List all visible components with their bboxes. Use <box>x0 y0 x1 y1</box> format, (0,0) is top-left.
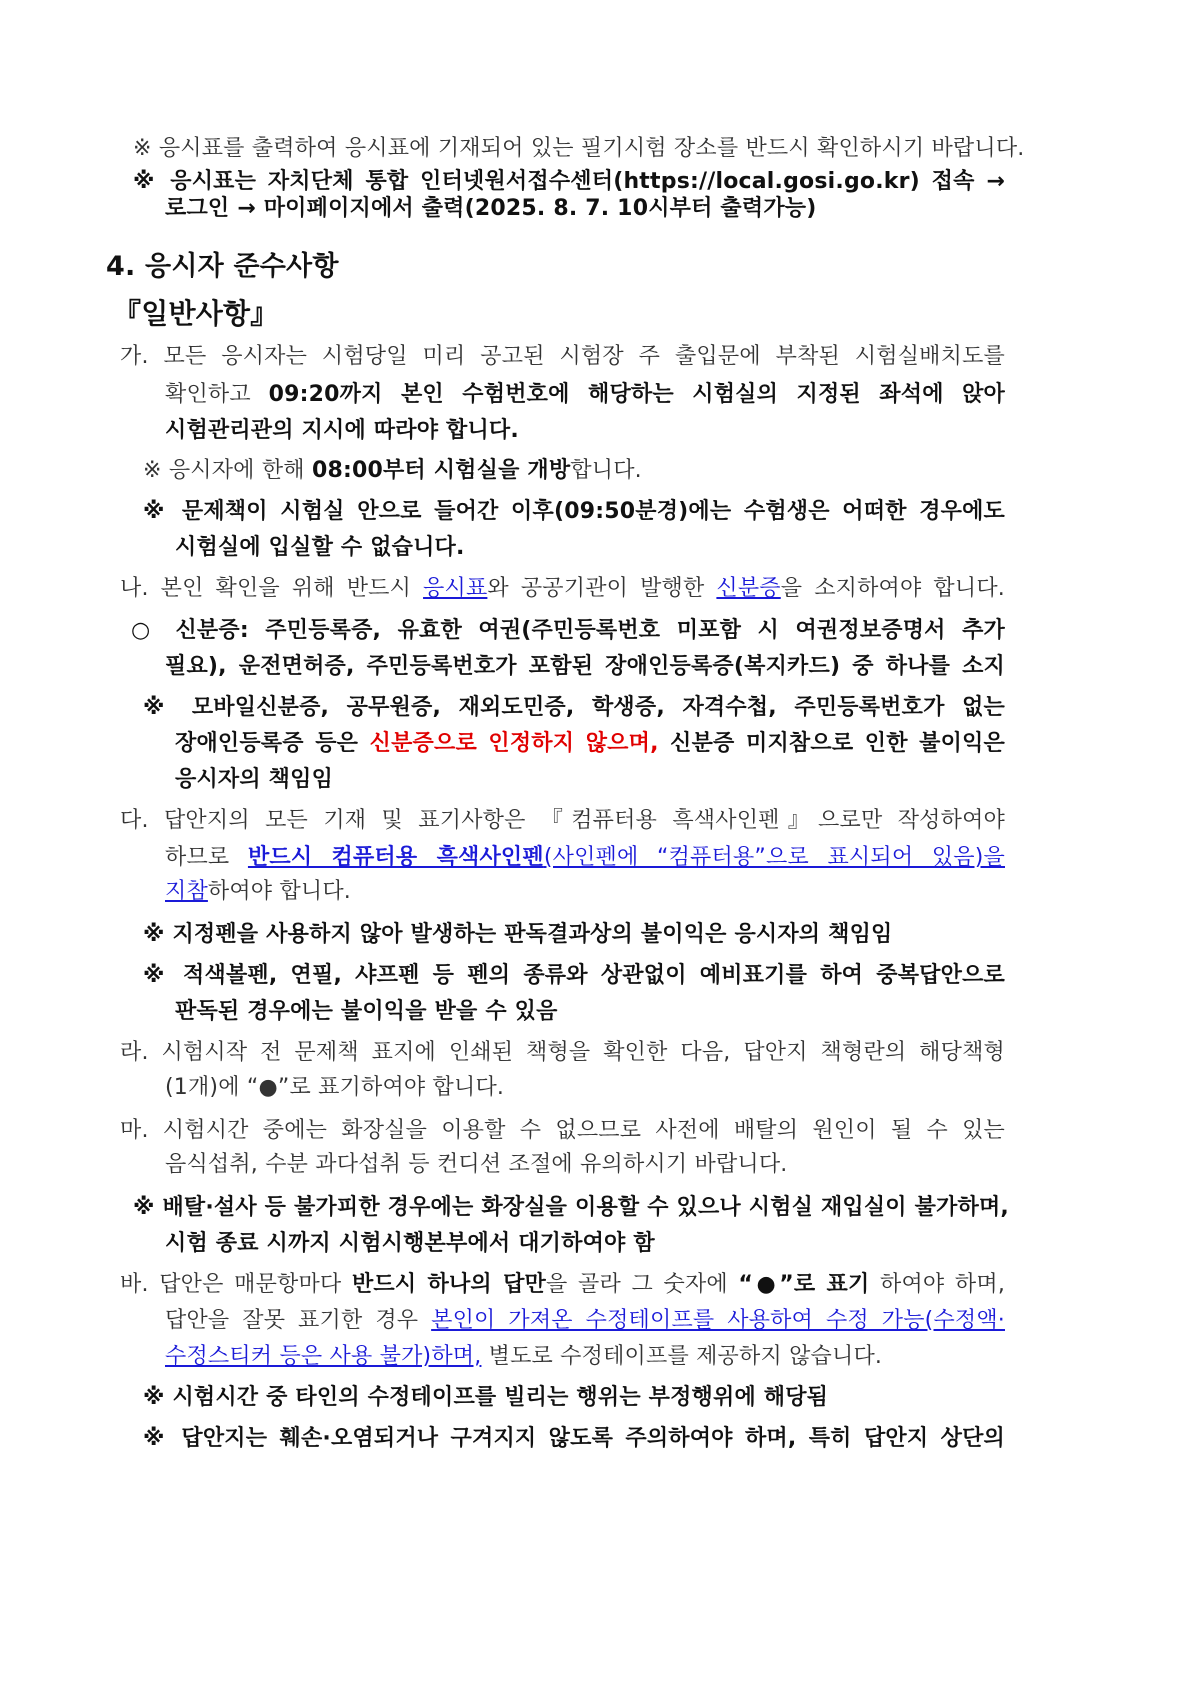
item-ma-line1: 마. 시험시간 중에는 화장실을 이용할 수 없으므로 사전에 배탈의 원인이 될 수 있는 <box>120 1118 1005 1143</box>
item-ga-line3: 시험관리관의 지시에 따라야 합니다. <box>165 418 519 443</box>
item-ma-line2: 음식섭취, 수분 과다섭취 등 컨디션 조절에 유의하시기 바랍니다. <box>165 1152 788 1177</box>
item-da-note2: ※ 적색볼펜, 연필, 샤프펜 등 펜의 종류와 상관없이 예비표기를 하여 중복답안으로 <box>143 963 1005 988</box>
link-correction-tape[interactable]: 본인이 가져온 수정테이프를 사용하여 수정 가능(수정액· <box>431 1308 1005 1333</box>
item-ra-line2: (1개)에 “●”로 표기하여야 합니다. <box>165 1075 505 1100</box>
item-na-note-cont: 장애인등록증 등은 신분증으로 인정하지 않으며, 신분증 미지참으로 인한 불이익은 <box>175 731 1005 756</box>
link-ticket[interactable]: 응시표 <box>423 576 488 601</box>
item-ma-note: ※ 배탈·설사 등 불가피한 경우에는 화장실을 이용할 수 있으나 시험실 재입실이 불가하며, <box>133 1195 1009 1220</box>
item-ra-line1: 라. 시험시작 전 문제책 표지에 인쇄된 책형을 확인한 다음, 답안지 책형란의 해당책형 <box>120 1040 1005 1065</box>
link-correction-tape-cont[interactable]: 수정스티커 등은 사용 불가)하며, <box>165 1344 482 1369</box>
item-na-note-end: 응시자의 책임임 <box>175 767 334 792</box>
item-ga-note2: ※ 문제책이 시험실 안으로 들어간 이후(09:50분경)에는 수험생은 어떠한 경우에도 <box>143 499 1005 524</box>
item-ba-note1: ※ 시험시간 중 타인의 수정테이프를 빌리는 행위는 부정행위에 해당됨 <box>143 1385 829 1410</box>
item-da-note2-cont: 판독된 경우에는 불이익을 받을 수 있음 <box>175 999 558 1024</box>
item-na-bullet: ○ 신분증: 주민등록증, 유효한 여권(주민등록번호 미포함 시 여권정보증명서 추가 <box>131 618 1005 643</box>
item-da-line2: 하므로 반드시 컴퓨터용 흑색사인펜(사인펜에 “컴퓨터용”으로 표시되어 있음)을 <box>165 845 1005 870</box>
item-da-line1: 다. 답안지의 모든 기재 및 표기사항은 『컴퓨터용 흑색사인펜』으로만 작성하여야 <box>120 808 1005 833</box>
item-ga-line1: 가. 모든 응시자는 시험당일 미리 공고된 시험장 주 출입문에 부착된 시험실배치도를 <box>120 344 1005 369</box>
item-ba-line1: 바. 답안은 매문항마다 반드시 하나의 답만을 골라 그 숫자에 “●”로 표기 하여야 하며, <box>120 1272 1006 1297</box>
item-ma-note-cont: 시험 종료 시까지 시험시행본부에서 대기하여야 함 <box>165 1231 655 1256</box>
note-print-ticket: ※ 응시표를 출력하여 응시표에 기재되어 있는 필기시험 장소를 반드시 확인하시기 바랍니다. <box>133 136 1025 161</box>
item-da-note1: ※ 지정펜을 사용하지 않아 발생하는 판독결과상의 불이익은 응시자의 책임임 <box>143 922 893 947</box>
item-ga-note2-cont: 시험실에 입실할 수 없습니다. <box>175 535 465 560</box>
item-ba-line3: 수정스티커 등은 사용 불가)하며, 별도로 수정테이프를 제공하지 않습니다. <box>165 1344 883 1369</box>
item-da-line3: 지참하여야 합니다. <box>165 879 352 904</box>
warning-text: 신분증으로 인정하지 않으며, <box>369 731 659 756</box>
item-ga-line2: 확인하고 09:20까지 본인 수험번호에 해당하는 시험실의 지정된 좌석에 앉아 <box>165 382 1005 407</box>
item-na-line1: 나. 본인 확인을 위해 반드시 응시표와 공공기관이 발행한 신분증을 소지하여야 합니다. <box>120 576 1005 601</box>
section-title: 4. 응시자 준수사항 <box>106 251 339 282</box>
note-ticket-site: ※ 응시표는 자치단체 통합 인터넷원서접수센터(https://local.gosi.go.kr) 접속 → <box>133 169 1005 194</box>
item-ga-note1: ※ 응시자에 한해 08:00부터 시험실을 개방합니다. <box>143 458 642 483</box>
link-id-card[interactable]: 신분증 <box>716 576 781 601</box>
section-subtitle: 『일반사항』 <box>113 297 279 330</box>
note-ticket-site-cont: 로그인 → 마이페이지에서 출력(2025. 8. 7. 10시부터 출력가능) <box>165 196 817 221</box>
link-computer-pen[interactable]: 반드시 컴퓨터용 흑색사인펜 <box>247 845 544 870</box>
item-na-note: ※ 모바일신분증, 공무원증, 재외도민증, 학생증, 자격수첩, 주민등록번호가 없는 <box>143 695 1005 720</box>
item-na-bullet-cont: 필요), 운전면허증, 주민등록번호가 포함된 장애인등록증(복지카드) 중 하나를 소지 <box>165 654 1005 679</box>
link-computer-pen-detail[interactable]: (사인펜에 “컴퓨터용”으로 표시되어 있음)을 <box>543 845 1005 870</box>
link-bring[interactable]: 지참 <box>165 879 208 904</box>
item-ba-note2: ※ 답안지는 훼손·오염되거나 구겨지지 않도록 주의하여야 하며, 특히 답안지 상단의 <box>143 1426 1005 1451</box>
item-ba-line2: 답안을 잘못 표기한 경우 본인이 가져온 수정테이프를 사용하여 수정 가능(수정액· <box>165 1308 1005 1333</box>
